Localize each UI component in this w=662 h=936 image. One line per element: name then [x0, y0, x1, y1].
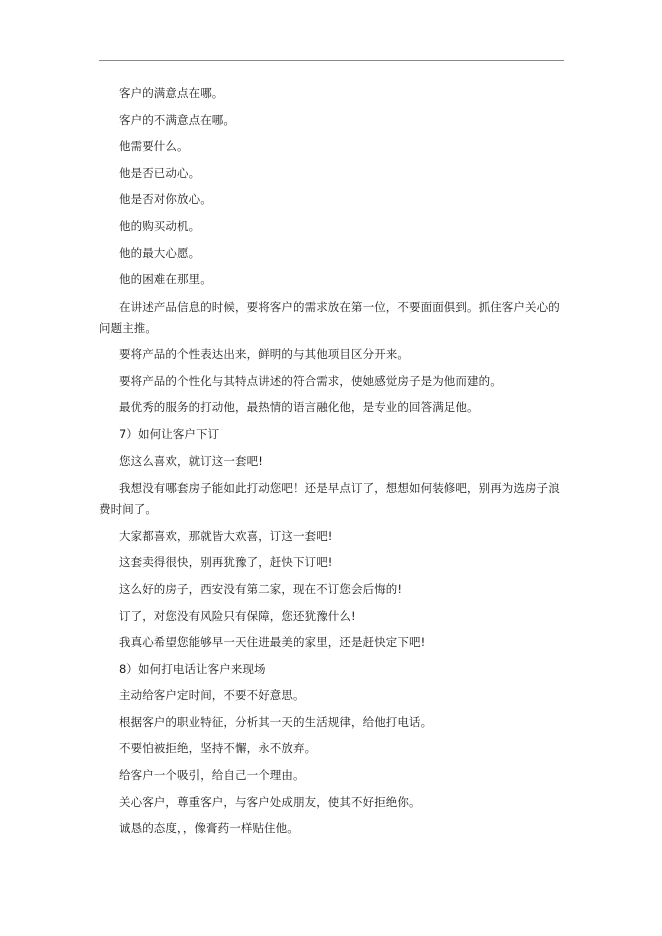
- paragraph: 不要怕被拒绝，坚持不懈，永不放弃。: [119, 741, 317, 756]
- paragraph: 给客户一个吸引，给自己一个理由。: [119, 768, 305, 783]
- section-heading: 7）如何让客户下订: [119, 427, 220, 442]
- paragraph: 主动给客户定时间，不要不好意思。: [119, 688, 305, 703]
- paragraph: 这么好的房子，西安没有第二家，现在不订您会后悔的!: [119, 581, 403, 596]
- paragraph: 他的最大心愿。: [119, 245, 201, 260]
- paragraph: 最优秀的服务的打动他，最热情的语言融化他，是专业的回答满足他。: [119, 400, 479, 415]
- header-divider: [99, 60, 564, 61]
- paragraph: 他是否已动心。: [119, 165, 201, 180]
- paragraph: 在讲述产品信息的时候，要将客户的需求放在第一位，不要面面俱到。抓住客户关心的问题主推。: [99, 299, 560, 335]
- paragraph: 大家都喜欢，那就皆大欢喜，订这一套吧!: [119, 528, 333, 543]
- paragraph: 他的购买动机。: [119, 218, 201, 233]
- paragraph: 要将产品的个性表达出来，鲜明的与其他项目区分开来。: [119, 347, 409, 362]
- paragraph: 诚恳的态度，，像膏药一样贴住他。: [119, 821, 299, 836]
- document-body: [99, 84, 561, 846]
- paragraph: 客户的不满意点在哪。: [119, 112, 235, 127]
- paragraph: 要将产品的个性化与其特点讲述的符合需求，使她感觉房子是为他而建的。: [119, 373, 502, 388]
- paragraph: 我真心希望您能够早一天住进最美的家里，还是赶快定下吧!: [119, 635, 426, 650]
- paragraph: 这套卖得很快，别再犹豫了，赶快下订吧!: [119, 555, 333, 570]
- paragraph: 关心客户，尊重客户，与客户处成朋友，使其不好拒绝你。: [119, 794, 421, 809]
- paragraph: 我想没有哪套房子能如此打动您吧！还是早点订了，想想如何装修吧，别再为选房子浪费时间了。: [99, 481, 560, 517]
- paragraph: 他需要什么。: [119, 139, 189, 154]
- section-heading: 8）如何打电话让客户来现场: [119, 661, 266, 676]
- paragraph: 您这么喜欢，就订这一套吧!: [119, 453, 263, 468]
- paragraph: 他的困难在那里。: [119, 272, 212, 287]
- paragraph: 客户的满意点在哪。: [119, 86, 224, 100]
- paragraph: 他是否对你放心。: [119, 192, 212, 207]
- paragraph: 根据客户的职业特征，分析其一天的生活规律，给他打电话。: [119, 714, 433, 729]
- paragraph: 订了，对您没有风险只有保障，您还犹豫什么!: [119, 608, 356, 623]
